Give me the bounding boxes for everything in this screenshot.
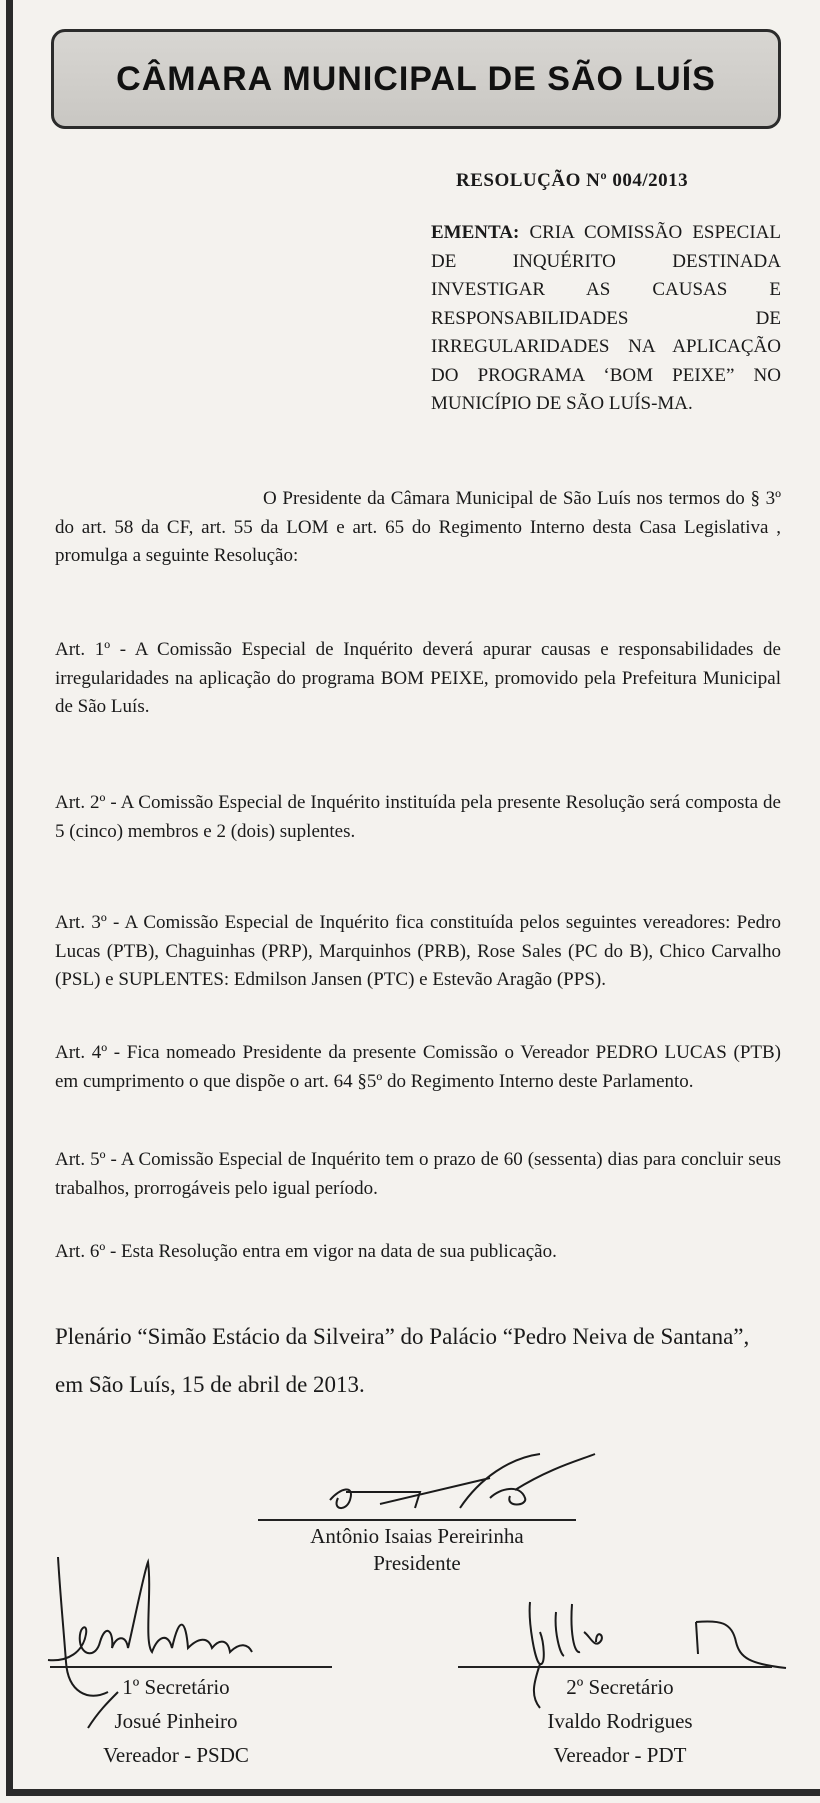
preamble-paragraph: O Presidente da Câmara Municipal de São Luís nos termos do § 3º do art. 58 da CF, art. 55 da LOM e art. 65 do Regimento Interno desta Casa Legislativa , promulga a seguinte Resolução:: [55, 488, 781, 566]
article-4: Art. 4º - Fica nomeado Presidente da presente Comissão o Vereador PEDRO LUCAS (PTB) em cumprimento o que dispõe o art. 64 §5º do Regimento Interno deste Parlamento.: [55, 1042, 781, 1092]
closing-line-1: Plenário “Simão Estácio da Silveira” do Palácio “Pedro Neiva de Santana”,: [55, 1324, 750, 1349]
left-border-rule: [6, 0, 13, 1795]
president-block: [258, 1523, 576, 1577]
first-secretary-role: 1º Secretário: [122, 1675, 230, 1699]
closing-statement: [55, 1313, 781, 1409]
masthead-banner: [51, 29, 781, 129]
second-secretary-name: Ivaldo Rodrigues: [547, 1709, 693, 1733]
article-3: Art. 3º - A Comissão Especial de Inquérito fica constituída pelos seguintes vereadores: Pedro Lucas (PTB), Chaguinhas (PRP), Marquinhos (PRB), Rose Sales (PC do B), Chico Carvalho (PSL) e SUPLENTES: Edmilson Jansen (PTC) e Estevão Aragão (PPS).: [55, 912, 781, 990]
second-secretary-signature-line: [458, 1666, 772, 1668]
closing-line-2: em São Luís, 15 de abril de 2013.: [55, 1372, 365, 1397]
first-secretary-signature-line: [50, 1666, 332, 1668]
article-6: Art. 6º - Esta Resolução entra em vigor na data de sua publicação.: [55, 1241, 557, 1262]
president-role: Presidente: [373, 1551, 461, 1575]
masthead-title: CÂMARA MUNICIPAL DE SÃO LUÍS: [116, 59, 716, 98]
first-secretary-name: Josué Pinheiro: [114, 1709, 238, 1733]
ementa-text: CRIA COMISSÃO ESPECIAL DE INQUÉRITO DESTINADA INVESTIGAR AS CAUSAS E RESPONSABILIDADES DE IRREGULARIDADES NA APLICAÇÃO DO PROGRAMA ‘BOM PEIXE” NO MUNICÍPIO DE SÃO LUÍS-MA.: [431, 222, 781, 414]
president-signature: [310, 1448, 600, 1528]
first-secretary-block: [66, 1670, 286, 1772]
bottom-border-rule: [6, 1789, 820, 1796]
article-2: Art. 2º - A Comissão Especial de Inquérito instituída pela presente Resolução será composta de 5 (cinco) membros e 2 (dois) suplentes.: [55, 792, 781, 842]
article-5: Art. 5º - A Comissão Especial de Inquérito tem o prazo de 60 (sessenta) dias para concluir seus trabalhos, prorrogáveis pelo igual período.: [55, 1149, 781, 1199]
second-secretary-party: Vereador - PDT: [553, 1743, 687, 1767]
president-signature-line: [258, 1519, 576, 1521]
ementa-label: EMENTA:: [431, 222, 520, 243]
resolution-title: RESOLUÇÃO Nº 004/2013: [456, 170, 689, 191]
ementa-block: [431, 219, 781, 419]
second-secretary-block: [510, 1670, 730, 1772]
first-secretary-party: Vereador - PSDC: [103, 1743, 249, 1767]
second-secretary-role: 2º Secretário: [566, 1675, 674, 1699]
president-name: Antônio Isaias Pereirinha: [310, 1524, 524, 1548]
article-1: Art. 1º - A Comissão Especial de Inquérito deverá apurar causas e responsabilidades de irregularidades na aplicação do programa BOM PEIXE, promovido pela Prefeitura Municipal de São Luís.: [55, 639, 781, 717]
